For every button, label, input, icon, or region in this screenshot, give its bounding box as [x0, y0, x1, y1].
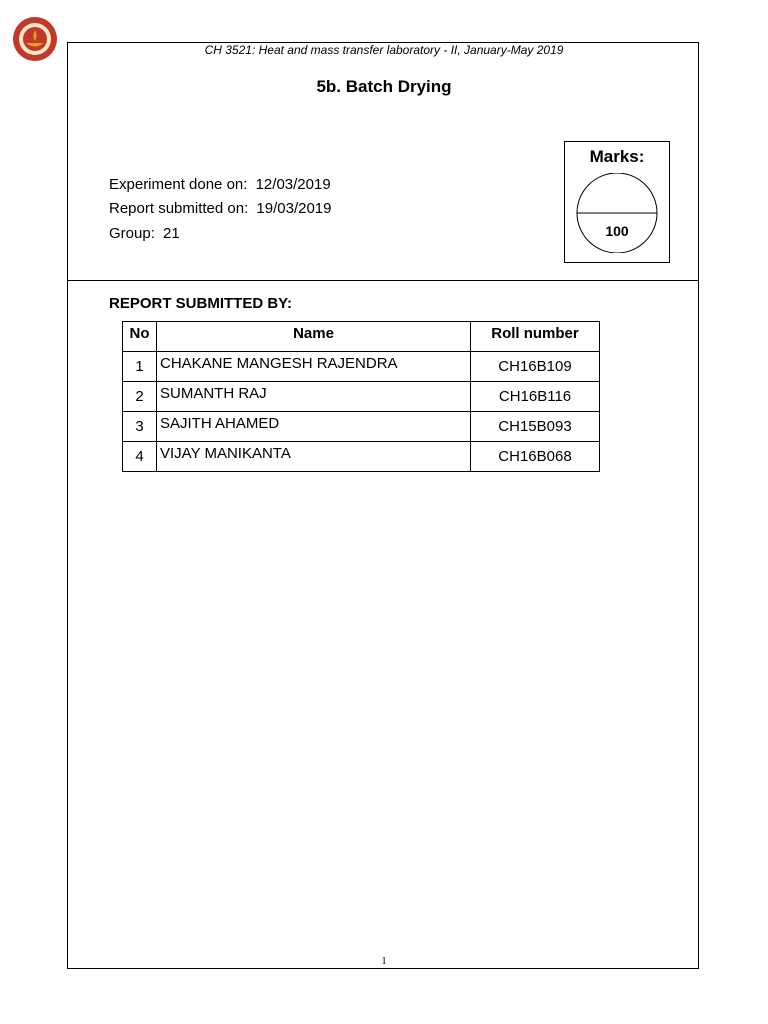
course-header: CH 3521: Heat and mass transfer laboratory - II, January-May 2019	[204, 43, 564, 57]
members-table	[122, 321, 600, 472]
page-title: 5b. Batch Drying	[316, 77, 452, 96]
table-row	[123, 352, 600, 382]
row-no: 1	[123, 352, 157, 382]
column-header-no: No	[123, 322, 157, 352]
row-name: VIJAY MANIKANTA	[157, 442, 471, 472]
marks-total: 100	[605, 223, 629, 239]
page-number: 1	[381, 955, 387, 967]
section-divider	[67, 280, 699, 281]
marks-label: Marks:	[589, 147, 645, 166]
table-row	[123, 382, 600, 412]
row-roll: CH16B068	[471, 442, 600, 472]
row-roll: CH15B093	[471, 412, 600, 442]
table-row	[123, 412, 600, 442]
institute-logo-icon	[12, 16, 58, 62]
experiment-date-label: Experiment done on:	[109, 176, 248, 193]
row-no: 3	[123, 412, 157, 442]
column-header-name: Name	[157, 322, 471, 352]
marks-box	[564, 141, 670, 263]
experiment-date-value: 12/03/2019	[255, 176, 331, 193]
group-line	[109, 225, 180, 242]
report-section-title: REPORT SUBMITTED BY:	[109, 295, 293, 312]
table-header-row	[123, 322, 600, 352]
row-roll: CH16B116	[471, 382, 600, 412]
row-no: 2	[123, 382, 157, 412]
row-name: SUMANTH RAJ	[157, 382, 471, 412]
experiment-date-line	[109, 176, 331, 193]
submitted-date-line	[109, 200, 332, 217]
row-roll: CH16B109	[471, 352, 600, 382]
row-name: CHAKANE MANGESH RAJENDRA	[157, 352, 471, 382]
group-value: 21	[163, 225, 180, 242]
column-header-roll: Roll number	[471, 322, 600, 352]
group-label: Group:	[109, 225, 155, 242]
submitted-date-label: Report submitted on:	[109, 200, 249, 217]
row-no: 4	[123, 442, 157, 472]
row-name: SAJITH AHAMED	[157, 412, 471, 442]
table-row	[123, 442, 600, 472]
marks-circle-icon	[575, 173, 659, 253]
submitted-date-value: 19/03/2019	[256, 200, 332, 217]
